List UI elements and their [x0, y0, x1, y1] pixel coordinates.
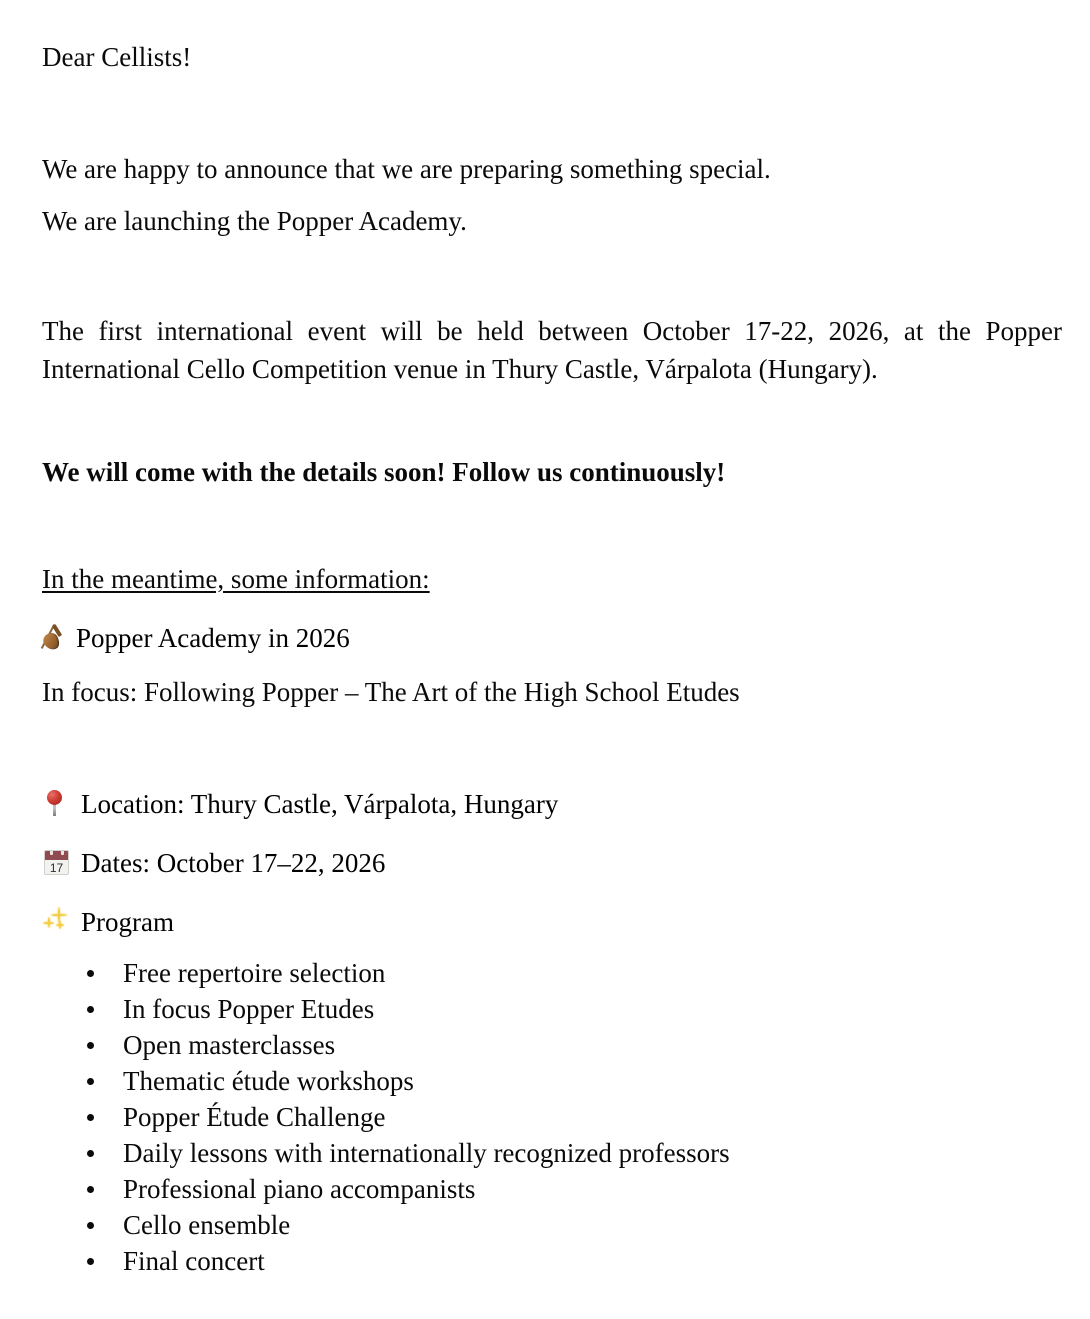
bullet-icon [87, 970, 94, 977]
bullet-icon [87, 1006, 94, 1013]
list-item [42, 1171, 1042, 1207]
academy-title-row [42, 617, 350, 655]
bullet-icon [87, 1114, 94, 1121]
intro-line-1: We are happy to announce that we are preparing something special. [42, 154, 771, 184]
list-item [42, 1243, 1042, 1279]
list-item [42, 1207, 1042, 1243]
location-row [42, 783, 558, 821]
sparkles-icon [42, 906, 72, 936]
bullet-icon [87, 1078, 94, 1085]
event-paragraph [42, 312, 1062, 388]
calendar-day-number: 17 [49, 861, 64, 875]
info-heading: In the meantime, some information: [42, 564, 430, 594]
violin-icon [42, 622, 72, 652]
calendar-icon [42, 847, 72, 877]
list-item-label: Professional piano accompanists [123, 1174, 476, 1204]
focus-line: In focus: Following Popper – The Art of the High School Etudes [42, 677, 740, 707]
location-text: Location: Thury Castle, Várpalota, Hungary [81, 789, 559, 819]
list-item [42, 991, 1042, 1027]
event-paragraph-text: The first international event will be held between October 17-22, 2026, at the Popper International Cello Competition venue in Thury Castle, Várpalota (Hungary). [42, 316, 1062, 384]
list-item [42, 1099, 1042, 1135]
bullet-icon [87, 1042, 94, 1049]
callout-bold-line: We will come with the details soon! Follow us continuously! [42, 457, 726, 487]
greeting-line: Dear Cellists! [42, 42, 192, 72]
dates-text: Dates: October 17–22, 2026 [81, 848, 386, 878]
round-pushpin-icon [42, 788, 72, 818]
list-item-label: Cello ensemble [123, 1210, 291, 1240]
intro-line-2: We are launching the Popper Academy. [42, 206, 467, 236]
bullet-icon [87, 1258, 94, 1265]
list-item-label: In focus Popper Etudes [123, 994, 375, 1024]
list-item-label: Free repertoire selection [123, 958, 386, 988]
program-text: Program [81, 907, 174, 937]
list-item [42, 955, 1042, 991]
bullet-icon [87, 1150, 94, 1157]
list-item [42, 1135, 1042, 1171]
program-row [42, 901, 174, 939]
list-item-label: Thematic étude workshops [123, 1066, 414, 1096]
list-item [42, 1027, 1042, 1063]
list-item-label: Open masterclasses [123, 1030, 336, 1060]
bullet-icon [87, 1186, 94, 1193]
program-list [42, 955, 1042, 1279]
academy-title-text: Popper Academy in 2026 [76, 623, 350, 653]
list-item [42, 1063, 1042, 1099]
list-item-label: Popper Étude Challenge [123, 1102, 386, 1132]
list-item-label: Daily lessons with internationally recognized professors [123, 1138, 730, 1168]
dates-row [42, 842, 385, 880]
bullet-icon [87, 1222, 94, 1229]
list-item-label: Final concert [123, 1246, 265, 1276]
